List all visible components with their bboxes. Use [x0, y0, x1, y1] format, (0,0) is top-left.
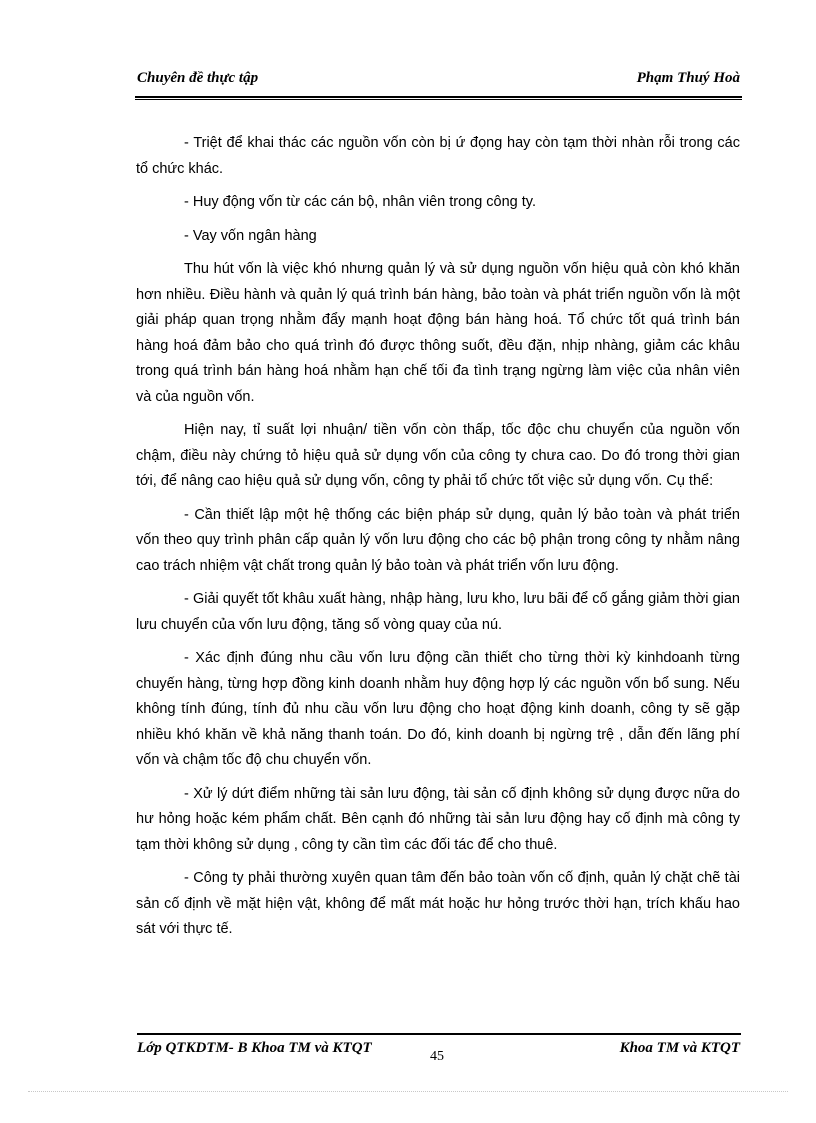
footer-right-text: Khoa TM và KTQT [619, 1040, 740, 1056]
page-header [137, 70, 740, 92]
paragraph-8: - Xác định đúng nhu cầu vốn lưu động cần thiết cho từng thời kỳ kinhdoanh từng chuyến hàng, từng hợp đồng kinh doanh nhằm huy động hợp lý các nguồn vốn bổ sung. Nếu không tính đúng, tính đủ nhu cầu vốn lưu động cho hoạt động kinh doanh, công ty sẽ gặp nhiều khó khăn về khả năng thanh toán. Do đó, kinh doanh bị ngừng trệ , dẫn đến lãng phí vốn và chậm tốc độ chu chuyển vốn. [136, 650, 740, 768]
paragraph-10: - Công ty phải thường xuyên quan tâm đến bảo toàn vốn cố định, quản lý chặt chẽ tài sản cố định về mặt hiện vật, không để mất mát hoặc hư hỏng trước thời hạn, trích khấu hao sát với thực tế. [136, 870, 740, 937]
footer-rule [137, 1033, 741, 1035]
paragraph-3: - Vay vốn ngân hàng [184, 227, 317, 244]
header-rule [135, 96, 742, 98]
paragraph-7: - Giải quyết tốt khâu xuất hàng, nhập hàng, lưu kho, lưu bãi để cố gắng giảm thời gian lưu chuyển của vốn lưu động, tăng số vòng quay của nú. [136, 591, 740, 633]
page-number: 45 [430, 1049, 444, 1064]
footer-left-text: Lớp QTKDTM- B Khoa TM và KTQT [137, 1040, 372, 1056]
paragraph-2: - Huy động vốn từ các cán bộ, nhân viên trong công ty. [184, 194, 537, 210]
paragraph-1: - Triệt để khai thác các nguồn vốn còn bị ứ đọng hay còn tạm thời nhàn rỗi trong các tổ chức khác. [136, 135, 740, 177]
paragraph-4: Thu hút vốn là việc khó nhưng quản lý và sử dụng nguồn vốn hiệu quả còn khó khăn hơn nhiều. Điều hành và quản lý quá trình bán hàng, bảo toàn và phát triển nguồn vốn là một giải pháp quan trọng nhằm đẩy mạnh hoạt động bán hàng hoá. Tổ chức tốt quá trình bán hàng hoá đảm bảo cho quá trình đó được thông suốt, đều đặn, nhịp nhàng, giảm các khâu trong quá trình bán hàng hoá nhằm hạn chế tối đa tình trạng ngừng làm việc của nhân viên và của nguồn vốn. [136, 261, 740, 405]
page-bottom-border [28, 1091, 788, 1092]
header-rule-thin [135, 99, 742, 100]
body-text [136, 131, 740, 951]
paragraph-5: Hiện nay, tỉ suất lợi nhuận/ tiền vốn còn thấp, tốc độc chu chuyển của nguồn vốn chậm, điều này chứng tỏ hiệu quả sử dụng vốn của công ty chưa cao. Do đó trong thời gian tới, để nâng cao hiệu quả sử dụng vốn, công ty phải tổ chức tốt việc sử dụng vốn. Cụ thể: [136, 422, 740, 489]
paragraph-6: - Cần thiết lập một hệ thống các biện pháp sử dụng, quản lý bảo toàn và phát triển vốn theo quy trình phân cấp quản lý vốn lưu động cho các bộ phận trong công ty nhằm nâng cao trách nhiệm vật chất trong quản lý bảo toàn và phát triển vốn lưu động. [136, 506, 740, 574]
paragraph-9: - Xử lý dứt điểm những tài sản lưu động, tài sản cố định không sử dụng được nữa do hư hỏng hoặc kém phẩm chất. Bên cạnh đó những tài sản lưu động hay cố định mà công ty tạm thời không sử dụng , công ty cần tìm các đối tác để cho thuê. [136, 785, 740, 853]
header-right-text: Phạm Thuý Hoà [636, 70, 740, 86]
header-left-text: Chuyên đề thực tập [137, 70, 259, 86]
